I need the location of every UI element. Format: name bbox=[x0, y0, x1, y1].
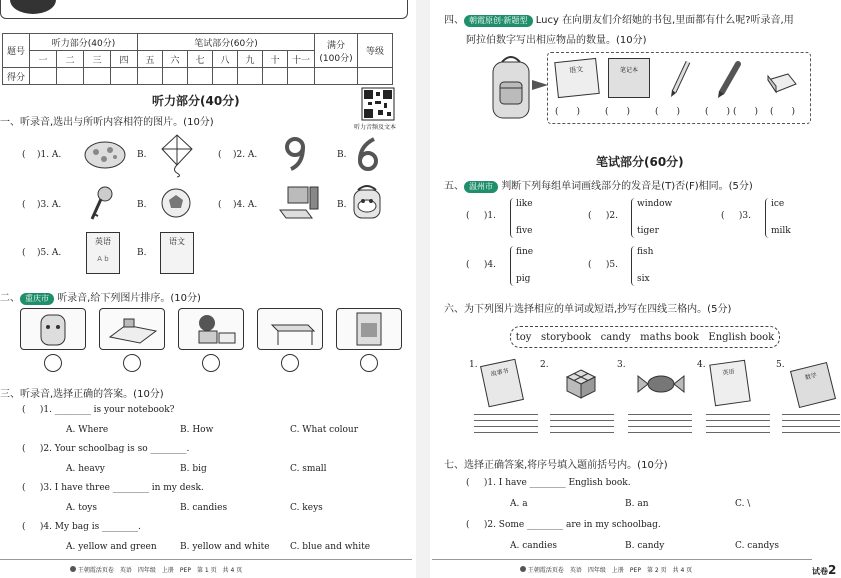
ball-icon[interactable] bbox=[160, 186, 192, 220]
computer-icon[interactable] bbox=[276, 184, 320, 220]
section5-title: 五、 温州市 判断下列每组单词画线部分的发音是(T)否(F)相同。(5分) bbox=[444, 181, 753, 192]
numeral-cell: 二 bbox=[57, 51, 84, 68]
region-badge: 温州市 bbox=[464, 181, 498, 193]
chinese-book-item[interactable]: 语文 bbox=[554, 58, 600, 98]
region-badge: 重庆市 bbox=[20, 293, 54, 305]
option-b: B. an bbox=[625, 499, 649, 509]
publisher-icon bbox=[70, 566, 76, 572]
option-a: A. heavy bbox=[66, 464, 105, 474]
section3-title: 三、听录音,选择正确的答案。(10分) bbox=[0, 389, 164, 400]
s5-question-2: ( )2. bbox=[588, 211, 618, 221]
english-book-pic[interactable]: 英语 A b bbox=[86, 232, 120, 274]
numeral-cell: 九 bbox=[238, 51, 263, 68]
page-divider bbox=[416, 0, 430, 578]
s7-question-2: ( )2. Some ________ are in my schoolbag. bbox=[466, 520, 661, 530]
word-top: fine bbox=[516, 247, 534, 257]
word-option: toy bbox=[515, 331, 532, 343]
option-b-label: B. bbox=[337, 150, 347, 160]
score-cell[interactable] bbox=[163, 68, 188, 85]
backpack-icon[interactable] bbox=[488, 52, 534, 122]
option-c: C. What colour bbox=[290, 425, 359, 435]
kite-icon[interactable] bbox=[160, 133, 194, 177]
question-3: ( )3. A. bbox=[22, 200, 62, 210]
answer-circle[interactable] bbox=[281, 354, 299, 372]
word-bottom: milk bbox=[771, 226, 791, 236]
qr-code-icon[interactable] bbox=[362, 88, 394, 120]
pen-icon[interactable] bbox=[716, 62, 742, 98]
sort-pic-storybook[interactable] bbox=[336, 308, 402, 350]
option-c: C. keys bbox=[290, 503, 323, 513]
chinese-book-pic[interactable]: 语文 bbox=[160, 232, 194, 274]
section7-title: 七、选择正确答案,将序号填入题前括号内。(10分) bbox=[444, 460, 668, 471]
numeral-cell: 七 bbox=[188, 51, 213, 68]
new-type-badge: 朝霞原创·新题型 bbox=[464, 15, 533, 27]
option-b: B. yellow and white bbox=[180, 542, 270, 552]
section6-title: 六、为下列图片选择相应的单词或短语,抄写在四线三格内。(5分) bbox=[444, 304, 732, 315]
writing-section-title: 笔试部分(60分) bbox=[596, 155, 684, 169]
answer-circle[interactable] bbox=[44, 354, 62, 372]
brace bbox=[631, 198, 636, 238]
rubik-cube-icon[interactable] bbox=[565, 368, 597, 400]
section4-title: 四、 朝霞原创·新题型 Lucy 在向朋友们介绍她的书包,里面都有什么呢?听录音,用 bbox=[444, 15, 794, 26]
score-cell[interactable] bbox=[138, 68, 163, 85]
numeral-cell: 六 bbox=[163, 51, 188, 68]
item-number: 3. bbox=[617, 360, 626, 370]
word-option: maths book bbox=[640, 331, 699, 343]
item-number: 4. bbox=[697, 360, 706, 370]
header-box bbox=[0, 0, 408, 19]
score-cell[interactable] bbox=[30, 68, 57, 85]
s3-question-3: ( )3. I have three ________ in my desk. bbox=[22, 483, 204, 493]
storybook-pic[interactable]: 故事书 bbox=[480, 359, 524, 408]
count-paren[interactable]: ( ) bbox=[770, 107, 796, 117]
grade-header: 等级 bbox=[358, 34, 393, 68]
item-number: 1. bbox=[469, 360, 478, 370]
count-paren[interactable]: ( ) bbox=[605, 107, 631, 117]
answer-circle[interactable] bbox=[202, 354, 220, 372]
question-5: ( )5. A. bbox=[22, 248, 62, 258]
numeral-cell: 十 bbox=[263, 51, 288, 68]
s5-question-3: ( )3. bbox=[721, 211, 751, 221]
word-top: ice bbox=[771, 199, 785, 209]
key-icon[interactable] bbox=[88, 186, 114, 222]
numeral-cell: 五 bbox=[138, 51, 163, 68]
sort-pic-bag[interactable] bbox=[20, 308, 86, 350]
corner-label: 试卷2 bbox=[812, 563, 837, 577]
option-c: C. small bbox=[290, 464, 327, 474]
option-b-label: B. bbox=[137, 150, 147, 160]
brace bbox=[510, 246, 515, 286]
col-number-header: 题号 bbox=[3, 34, 30, 68]
score-cell[interactable] bbox=[288, 68, 315, 85]
s3-question-4: ( )4. My bag is ________. bbox=[22, 522, 141, 532]
numeral-cell: 一 bbox=[30, 51, 57, 68]
footer-divider bbox=[432, 559, 812, 560]
writing-lines[interactable] bbox=[550, 414, 614, 438]
score-table bbox=[2, 33, 393, 85]
writing-lines[interactable] bbox=[474, 414, 538, 438]
question-1: ( )1. A. bbox=[22, 150, 62, 160]
score-cell[interactable] bbox=[315, 68, 358, 85]
option-a: A. candies bbox=[510, 541, 558, 551]
s5-question-4: ( )4. bbox=[466, 260, 496, 270]
option-c: C. candys bbox=[735, 541, 779, 551]
word-bottom: pig bbox=[516, 274, 531, 284]
eraser-icon[interactable] bbox=[764, 72, 798, 94]
numeral-cell: 十一 bbox=[288, 51, 315, 68]
writing-header: 笔试部分(60分) bbox=[138, 34, 315, 51]
schoolbag-icon[interactable] bbox=[350, 184, 384, 222]
word-top: fish bbox=[637, 247, 654, 257]
option-b: B. How bbox=[180, 425, 214, 435]
option-a: A. a bbox=[510, 499, 528, 509]
numeral-cell: 四 bbox=[111, 51, 138, 68]
s3-question-1: ( )1. ________ is your notebook? bbox=[22, 405, 175, 415]
publisher-logo bbox=[8, 0, 58, 14]
word-bottom: tiger bbox=[637, 226, 659, 236]
word-option: candy bbox=[600, 331, 631, 343]
option-b-label: B. bbox=[137, 248, 147, 258]
score-cell[interactable] bbox=[84, 68, 111, 85]
section4-subtitle: 阿拉伯数字写出相应物品的数量。(10分) bbox=[466, 35, 647, 46]
score-cell[interactable] bbox=[263, 68, 288, 85]
option-b: B. candy bbox=[625, 541, 665, 551]
answer-circle[interactable] bbox=[360, 354, 378, 372]
number-six-icon[interactable] bbox=[356, 136, 380, 172]
word-top: window bbox=[637, 199, 673, 209]
full-score-header: 满分 (100分) bbox=[315, 34, 358, 68]
score-cell[interactable] bbox=[188, 68, 213, 85]
writing-lines[interactable] bbox=[706, 414, 770, 438]
option-a: A. yellow and green bbox=[66, 542, 157, 552]
score-label: 得分 bbox=[3, 68, 30, 85]
section1-title: 一、听录音,选出与所听内容相符的图片。(10分) bbox=[0, 117, 214, 128]
english-book-pic[interactable]: 英语 bbox=[709, 360, 750, 407]
sort-pic-desk[interactable] bbox=[257, 308, 323, 350]
qr-caption: 听力音频及文本 bbox=[354, 124, 397, 131]
count-paren[interactable]: ( ) bbox=[655, 107, 681, 117]
item-number: 5. bbox=[776, 360, 785, 370]
word-bank bbox=[510, 326, 780, 348]
s7-question-1: ( )1. I have ________ English book. bbox=[466, 478, 631, 488]
word-top: like bbox=[516, 199, 533, 209]
brace bbox=[510, 198, 515, 238]
answer-circle[interactable] bbox=[123, 354, 141, 372]
listening-header: 听力部分(40分) bbox=[30, 34, 138, 51]
score-cell[interactable] bbox=[213, 68, 238, 85]
word-bottom: six bbox=[637, 274, 650, 284]
score-row bbox=[3, 68, 393, 85]
word-option: storybook bbox=[540, 331, 592, 343]
score-cell[interactable] bbox=[57, 68, 84, 85]
s5-question-5: ( )5. bbox=[588, 260, 618, 270]
question-2: ( )2. A. bbox=[218, 150, 258, 160]
section2-title: 二、 重庆市 听录音,给下列图片排序。(10分) bbox=[0, 293, 201, 304]
option-a: A. toys bbox=[66, 503, 97, 513]
arrow-icon bbox=[532, 80, 548, 90]
footer-divider bbox=[0, 559, 412, 560]
listening-section-title: 听力部分(40分) bbox=[152, 94, 240, 108]
option-b-label: B. bbox=[337, 200, 347, 210]
candy-icon[interactable] bbox=[638, 374, 684, 394]
count-paren[interactable]: ( ) bbox=[555, 107, 581, 117]
word-option: English book bbox=[708, 331, 775, 343]
option-c: C. blue and white bbox=[290, 542, 371, 552]
s3-question-2: ( )2. Your schoolbag is so ________. bbox=[22, 444, 190, 454]
writing-lines[interactable] bbox=[782, 414, 840, 438]
option-c: C. \ bbox=[735, 499, 751, 509]
option-b: B. big bbox=[180, 464, 207, 474]
notebook-item[interactable]: 笔记本 bbox=[608, 58, 650, 98]
score-cell[interactable] bbox=[358, 68, 393, 85]
score-cell[interactable] bbox=[238, 68, 263, 85]
number-nine-icon[interactable] bbox=[283, 136, 307, 172]
writing-lines[interactable] bbox=[628, 414, 692, 438]
publisher-icon bbox=[520, 566, 526, 572]
item-number: 2. bbox=[540, 360, 549, 370]
question-4: ( )4. A. bbox=[218, 200, 258, 210]
word-bottom: five bbox=[516, 226, 533, 236]
option-a: A. Where bbox=[66, 425, 109, 435]
count-paren[interactable]: ( ) bbox=[733, 107, 759, 117]
score-cell[interactable] bbox=[111, 68, 138, 85]
option-b-label: B. bbox=[137, 200, 147, 210]
pencil-icon[interactable] bbox=[668, 60, 692, 98]
option-b: B. candies bbox=[180, 503, 228, 513]
brace bbox=[765, 198, 770, 238]
pizza-icon[interactable] bbox=[84, 140, 126, 170]
maths-book-pic[interactable]: 数学 bbox=[790, 362, 836, 408]
brace bbox=[631, 246, 636, 286]
numeral-cell: 三 bbox=[84, 51, 111, 68]
right-footer: 王朝霞活页卷 英语 四年级 上册 PEP 第 2 页 共 4 页 bbox=[520, 565, 692, 574]
count-paren[interactable]: ( ) bbox=[705, 107, 731, 117]
s5-question-1: ( )1. bbox=[466, 211, 496, 221]
sort-pic-girl[interactable] bbox=[178, 308, 244, 350]
sort-pic-box[interactable] bbox=[99, 308, 165, 350]
left-footer: 王朝霞活页卷 英语 四年级 上册 PEP 第 1 页 共 4 页 bbox=[70, 565, 242, 574]
numeral-cell: 八 bbox=[213, 51, 238, 68]
